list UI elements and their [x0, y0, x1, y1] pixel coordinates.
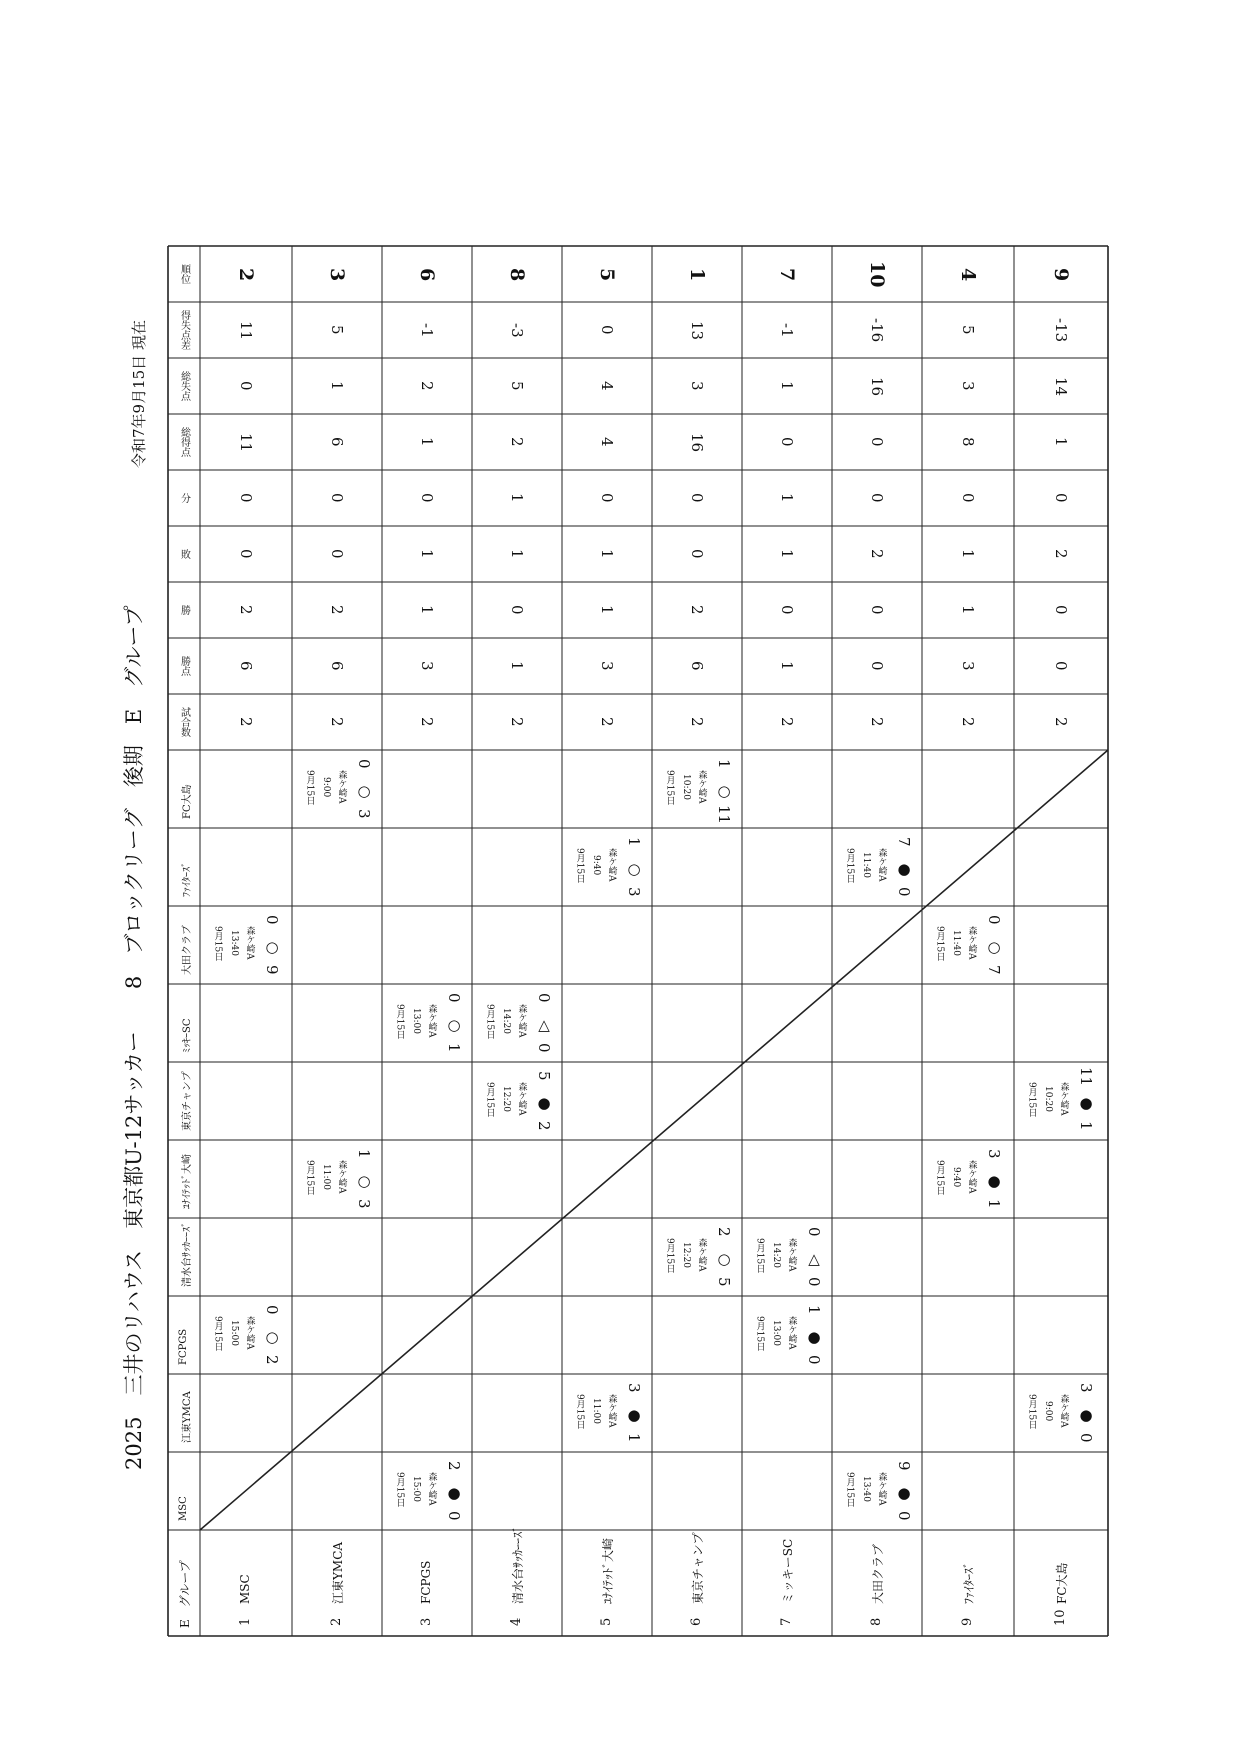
match-venue: 森ケ崎A	[966, 1160, 977, 1194]
points-cell: 6	[688, 661, 706, 671]
match-score-for: 3	[355, 1199, 373, 1209]
match-score-for: 1	[985, 1199, 1003, 1209]
goal-diff-cell: -13	[1052, 318, 1070, 343]
team-name: 東京チャンプ	[691, 1532, 705, 1604]
goals-against-cell: 14	[1052, 376, 1070, 396]
played-cell: 2	[598, 717, 616, 727]
match-result-symbol: ○	[445, 1016, 463, 1034]
goal-diff-cell: -1	[778, 322, 796, 338]
match-score-for: 1	[445, 1043, 463, 1053]
rank-cell: 8	[506, 267, 528, 281]
loss-cell: 1	[778, 549, 796, 559]
match-result-symbol: ●	[1077, 1094, 1095, 1112]
draw-cell: 0	[1052, 493, 1070, 503]
goals-against-cell: 5	[508, 381, 526, 391]
match-score-against: 11	[1077, 1066, 1095, 1086]
rank-cell: 7	[776, 267, 798, 281]
match-score-against: 5	[535, 1071, 553, 1081]
match-date: 9月15日	[844, 1471, 855, 1507]
goal-diff-cell: -1	[418, 322, 436, 338]
match-time: 15:00	[411, 1476, 421, 1502]
win-cell: 0	[508, 605, 526, 615]
team-name: 清水台ｻｯｶｰｰｽﾞ	[511, 1525, 525, 1604]
played-cell: 2	[868, 717, 886, 727]
match-score-for: 0	[895, 887, 913, 897]
match-score-against: 3	[1077, 1383, 1095, 1393]
goal-diff-cell: 5	[959, 325, 977, 335]
header-goal-diff: 得失点差	[178, 310, 190, 350]
goals-against-cell: 16	[868, 376, 886, 396]
header-draw: 分	[178, 493, 190, 503]
win-cell: 1	[959, 605, 977, 615]
played-cell: 2	[508, 717, 526, 727]
loss-cell: 0	[688, 549, 706, 559]
goals-for-cell: 0	[868, 437, 886, 447]
match-venue: 森ケ崎A	[606, 848, 617, 882]
match-venue: 森ケ崎A	[696, 1238, 707, 1272]
goals-for-cell: 1	[1052, 437, 1070, 447]
match-time: 10:20	[1043, 1086, 1053, 1112]
played-cell: 2	[778, 717, 796, 727]
match-time: 13:00	[771, 1320, 781, 1346]
loss-cell: 0	[328, 549, 346, 559]
header-team-7: ﾐｯｷｰSC	[182, 1018, 193, 1053]
match-result-symbol: ●	[445, 1484, 463, 1502]
team-number: 7	[779, 1617, 794, 1626]
header-win: 勝	[178, 605, 190, 615]
match-time: 9:40	[951, 1167, 961, 1188]
match-date: 9月15日	[1026, 1393, 1037, 1429]
match-score-for: 3	[355, 809, 373, 819]
match-score-against: 9	[895, 1461, 913, 1471]
match-date: 9月15日	[664, 1237, 675, 1273]
team-name: 江東YMCA	[331, 1541, 345, 1604]
played-cell: 2	[328, 717, 346, 727]
match-time: 11:00	[321, 1164, 331, 1190]
draw-cell: 0	[688, 493, 706, 503]
header-team-10: FC大島	[182, 784, 193, 819]
header-team-9: ﾌｧｲﾀｰｽﾞ	[182, 862, 193, 897]
match-score-against: 0	[985, 915, 1003, 925]
goal-diff-cell: 5	[328, 325, 346, 335]
match-venue: 森ケ崎A	[426, 1004, 437, 1038]
played-cell: 2	[688, 717, 706, 727]
match-date: 9月15日	[934, 925, 945, 961]
rank-cell: 2	[235, 267, 257, 281]
loss-cell: 2	[868, 549, 886, 559]
loss-cell: 1	[959, 549, 977, 559]
draw-cell: 0	[868, 493, 886, 503]
loss-cell: 0	[237, 549, 255, 559]
match-time: 14:20	[771, 1242, 781, 1268]
goals-for-cell: 6	[328, 437, 346, 447]
goals-against-cell: 4	[598, 381, 616, 391]
match-result-symbol: ●	[1077, 1406, 1095, 1424]
match-date: 9月15日	[1026, 1081, 1037, 1117]
header-rank: 順位	[178, 264, 190, 284]
points-cell: 1	[508, 661, 526, 671]
match-time: 9:40	[591, 855, 601, 876]
match-time: 13:00	[411, 1008, 421, 1034]
draw-cell: 0	[418, 493, 436, 503]
match-score-against: 0	[263, 1305, 281, 1315]
win-cell: 2	[328, 605, 346, 615]
match-date: 9月15日	[212, 1315, 223, 1351]
group-label: E グループ	[178, 1560, 192, 1628]
goals-against-cell: 1	[328, 381, 346, 391]
match-result-symbol: ○	[263, 1328, 281, 1346]
team-number: 8	[869, 1617, 884, 1626]
team-number: 1	[238, 1617, 253, 1626]
match-result-symbol: ●	[625, 1406, 643, 1424]
draw-cell: 0	[598, 493, 616, 503]
match-date: 9月15日	[754, 1237, 765, 1273]
header-team-1: MSC	[178, 1496, 189, 1521]
match-score-against: 3	[625, 1383, 643, 1393]
win-cell: 0	[778, 605, 796, 615]
rank-cell: 3	[326, 267, 348, 281]
header-team-4: 清水台ｻｯｶｰｰｽﾞ	[182, 1222, 193, 1287]
match-date: 9月15日	[664, 769, 675, 805]
rank-cell: 1	[686, 267, 708, 281]
match-score-for: 0	[1077, 1433, 1095, 1443]
goals-for-cell: 8	[959, 437, 977, 447]
match-score-against: 3	[985, 1149, 1003, 1159]
goals-for-cell: 16	[688, 432, 706, 452]
team-number: 9	[960, 1617, 975, 1626]
team-name: ﾕﾅｲﾃｯﾄﾞ大崎	[601, 1537, 615, 1604]
match-score-for: 11	[715, 804, 733, 824]
header-team-6: 東京チャンプ	[182, 1071, 193, 1131]
win-cell: 0	[1052, 605, 1070, 615]
match-score-for: 2	[263, 1355, 281, 1365]
goal-diff-cell: 13	[688, 320, 706, 340]
match-score-against: 0	[805, 1227, 823, 1237]
loss-cell: 2	[1052, 549, 1070, 559]
team-number: 6	[689, 1617, 704, 1626]
match-date: 9月15日	[754, 1315, 765, 1351]
match-score-against: 7	[895, 837, 913, 847]
draw-cell: 0	[328, 493, 346, 503]
match-score-against: 2	[715, 1227, 733, 1237]
team-number: 3	[419, 1617, 434, 1626]
match-venue: 森ケ崎A	[336, 770, 347, 804]
points-cell: 3	[598, 661, 616, 671]
match-time: 11:40	[861, 852, 871, 878]
team-name: FCPGS	[419, 1560, 433, 1604]
match-time: 12:20	[501, 1086, 511, 1112]
header-loss: 敗	[178, 549, 190, 559]
goals-for-cell: 2	[508, 437, 526, 447]
win-cell: 0	[868, 605, 886, 615]
team-name: 大田クラブ	[871, 1543, 885, 1604]
match-score-against: 1	[715, 759, 733, 769]
match-score-for: 2	[535, 1121, 553, 1131]
draw-cell: 0	[237, 493, 255, 503]
match-result-symbol: ○	[355, 1172, 373, 1190]
team-name: ミッキーSC	[781, 1538, 795, 1604]
points-cell: 3	[959, 661, 977, 671]
header-team-2: 江東YMCA	[182, 1391, 193, 1443]
loss-cell: 1	[598, 549, 616, 559]
team-name: MSC	[238, 1574, 252, 1604]
match-time: 11:40	[951, 930, 961, 956]
match-score-against: 1	[625, 837, 643, 847]
match-score-against: 1	[805, 1305, 823, 1315]
rank-cell: 6	[416, 267, 438, 281]
match-score-for: 0	[805, 1355, 823, 1365]
header-points: 勝点	[178, 656, 190, 676]
match-result-symbol: ○	[625, 860, 643, 878]
match-date: 9月15日	[394, 1471, 405, 1507]
match-venue: 森ケ崎A	[336, 1160, 347, 1194]
match-score-against: 0	[263, 915, 281, 925]
match-date: 9月15日	[484, 1081, 495, 1117]
points-cell: 1	[778, 661, 796, 671]
match-score-against: 0	[355, 759, 373, 769]
match-time: 11:00	[591, 1398, 601, 1424]
match-score-for: 0	[805, 1277, 823, 1287]
match-time: 13:40	[229, 930, 239, 956]
win-cell: 1	[418, 605, 436, 615]
team-number: 10	[1053, 1609, 1068, 1626]
match-result-symbol: △	[805, 1250, 823, 1268]
match-score-for: 1	[1077, 1121, 1095, 1131]
match-time: 14:20	[501, 1008, 511, 1034]
header-goals-against: 総失点	[178, 371, 190, 401]
match-venue: 森ケ崎A	[876, 1472, 887, 1506]
match-result-symbol: ○	[985, 938, 1003, 956]
header-played: 試合数	[178, 707, 190, 737]
match-date: 9月15日	[934, 1159, 945, 1195]
header-team-3: FCPGS	[178, 1328, 189, 1365]
team-number: 2	[329, 1617, 344, 1626]
draw-cell: 1	[508, 493, 526, 503]
match-result-symbol: ●	[535, 1094, 553, 1112]
rank-cell: 9	[1050, 267, 1072, 281]
match-date: 9月15日	[844, 847, 855, 883]
team-name: ﾌｧｲﾀｰｽﾞ	[962, 1561, 976, 1604]
match-date: 9月15日	[304, 1159, 315, 1195]
match-venue: 森ケ崎A	[426, 1472, 437, 1506]
match-result-symbol: ○	[263, 938, 281, 956]
match-score-for: 9	[263, 965, 281, 975]
goal-diff-cell: -16	[868, 318, 886, 343]
match-score-for: 0	[895, 1511, 913, 1521]
match-result-symbol: ○	[355, 782, 373, 800]
points-cell: 6	[237, 661, 255, 671]
match-score-against: 0	[535, 993, 553, 1003]
rank-cell: 4	[957, 267, 979, 281]
match-venue: 森ケ崎A	[516, 1004, 527, 1038]
goals-against-cell: 3	[688, 381, 706, 391]
goals-for-cell: 4	[598, 437, 616, 447]
match-venue: 森ケ崎A	[516, 1082, 527, 1116]
match-score-for: 0	[445, 1511, 463, 1521]
draw-cell: 0	[959, 493, 977, 503]
goals-for-cell: 0	[778, 437, 796, 447]
match-venue: 森ケ崎A	[1058, 1082, 1069, 1116]
match-time: 12:20	[681, 1242, 691, 1268]
match-time: 10:20	[681, 774, 691, 800]
match-venue: 森ケ崎A	[606, 1394, 617, 1428]
page-title: 2025 三井のリハウス 東京都U-12サッカー 8 ブロックリーグ 後期 E グループ	[122, 605, 146, 1470]
as-of-date: 令和7年9月15日 現在	[130, 320, 148, 468]
match-venue: 森ケ崎A	[786, 1238, 797, 1272]
match-time: 9:00	[321, 777, 331, 798]
rank-cell: 5	[596, 267, 618, 281]
match-date: 9月15日	[574, 1393, 585, 1429]
win-cell: 2	[237, 605, 255, 615]
played-cell: 2	[1052, 717, 1070, 727]
match-venue: 森ケ崎A	[244, 926, 255, 960]
win-cell: 1	[598, 605, 616, 615]
goals-for-cell: 11	[237, 432, 255, 452]
goals-against-cell: 2	[418, 381, 436, 391]
points-cell: 3	[418, 661, 436, 671]
match-date: 9月15日	[574, 847, 585, 883]
match-venue: 森ケ崎A	[696, 770, 707, 804]
team-number: 5	[599, 1617, 614, 1626]
played-cell: 2	[418, 717, 436, 727]
match-score-for: 3	[625, 887, 643, 897]
match-score-against: 1	[355, 1149, 373, 1159]
match-score-for: 1	[625, 1433, 643, 1443]
rank-cell: 10	[866, 261, 888, 288]
match-time: 15:00	[229, 1320, 239, 1346]
played-cell: 2	[959, 717, 977, 727]
match-result-symbol: △	[535, 1016, 553, 1034]
points-cell: 0	[1052, 661, 1070, 671]
match-result-symbol: ●	[895, 860, 913, 878]
match-venue: 森ケ崎A	[1058, 1394, 1069, 1428]
header-goals-for: 総得点	[178, 427, 190, 457]
goals-for-cell: 1	[418, 437, 436, 447]
match-venue: 森ケ崎A	[244, 1316, 255, 1350]
team-number: 4	[509, 1617, 524, 1626]
points-cell: 6	[328, 661, 346, 671]
points-cell: 0	[868, 661, 886, 671]
match-date: 9月15日	[484, 1003, 495, 1039]
win-cell: 2	[688, 605, 706, 615]
match-date: 9月15日	[394, 1003, 405, 1039]
goals-against-cell: 1	[778, 381, 796, 391]
goals-against-cell: 3	[959, 381, 977, 391]
match-score-for: 7	[985, 965, 1003, 975]
match-score-against: 0	[445, 993, 463, 1003]
match-date: 9月15日	[304, 769, 315, 805]
match-score-for: 5	[715, 1277, 733, 1287]
match-result-symbol: ○	[715, 1250, 733, 1268]
loss-cell: 1	[508, 549, 526, 559]
goal-diff-cell: -3	[508, 322, 526, 338]
match-venue: 森ケ崎A	[786, 1316, 797, 1350]
match-score-against: 2	[445, 1461, 463, 1471]
match-result-symbol: ●	[805, 1328, 823, 1346]
header-team-8: 大田クラブ	[182, 925, 193, 975]
match-result-symbol: ●	[895, 1484, 913, 1502]
match-venue: 森ケ崎A	[876, 848, 887, 882]
match-result-symbol: ○	[715, 782, 733, 800]
draw-cell: 1	[778, 493, 796, 503]
played-cell: 2	[237, 717, 255, 727]
match-score-for: 0	[535, 1043, 553, 1053]
header-team-5: ﾕﾅｲﾃｯﾄﾞ大崎	[182, 1154, 193, 1209]
loss-cell: 1	[418, 549, 436, 559]
match-date: 9月15日	[212, 925, 223, 961]
team-name: FC大島	[1055, 1562, 1069, 1604]
match-time: 13:40	[861, 1476, 871, 1502]
match-time: 9:00	[1043, 1401, 1053, 1422]
match-venue: 森ケ崎A	[966, 926, 977, 960]
match-result-symbol: ●	[985, 1172, 1003, 1190]
goal-diff-cell: 11	[237, 320, 255, 340]
goal-diff-cell: 0	[598, 325, 616, 335]
goals-against-cell: 0	[237, 381, 255, 391]
